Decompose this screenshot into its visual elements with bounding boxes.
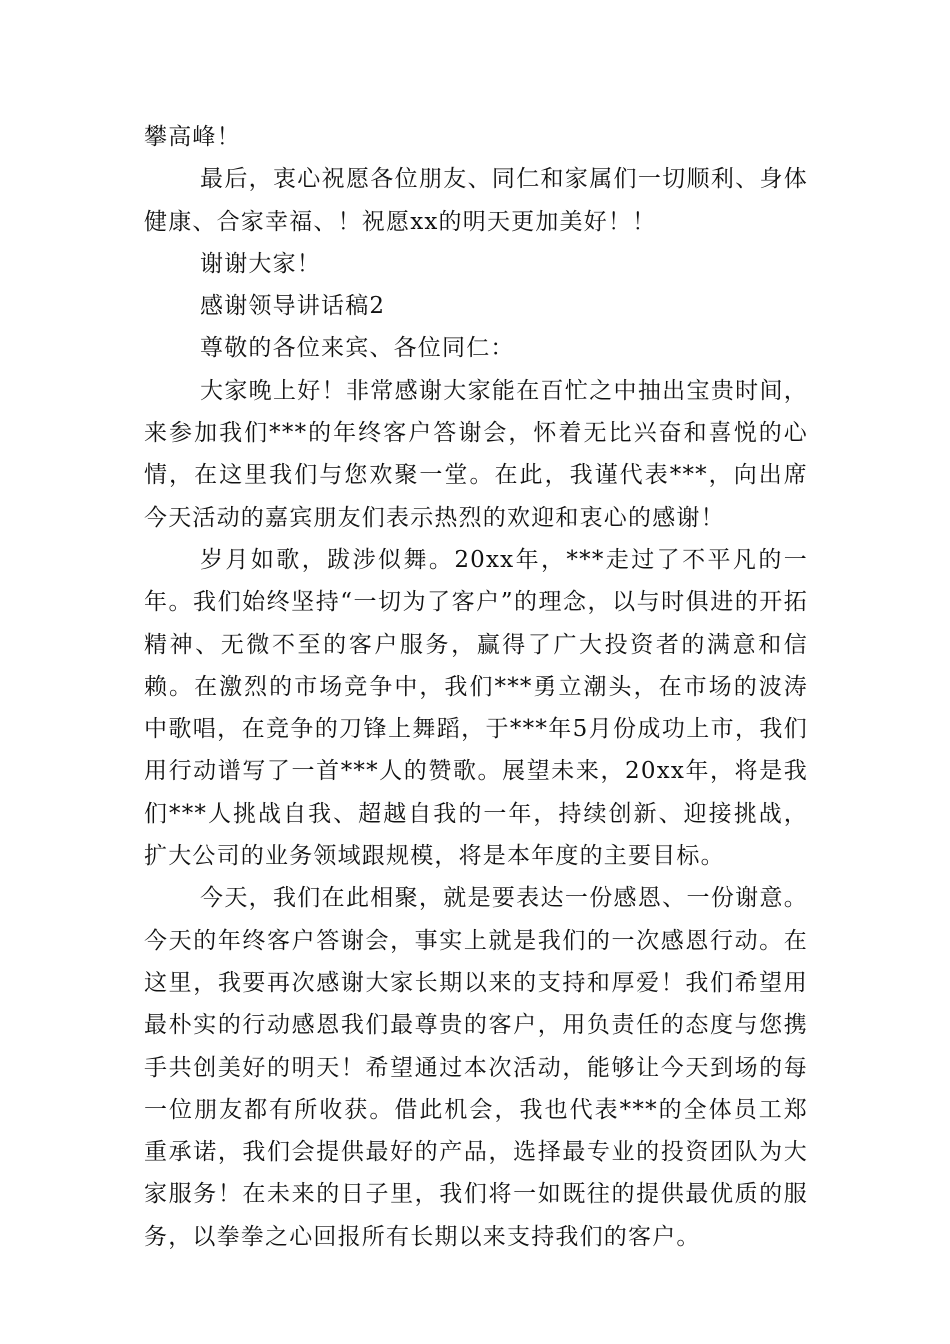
paragraph-greeting: 大家晚上好！非常感谢大家能在百忙之中抽出宝贵时间，来参加我们***的年终客户答谢会，怀着无比兴奋和喜悦的心情，在这里我们与您欢聚一堂。在此，我谨代表***，向出席今天活动的嘉宾朋友们表示热烈的欢迎和衷心的感谢！ (144, 377, 808, 531)
paragraph-salutation: 尊敬的各位来宾、各位同仁： (200, 335, 515, 362)
paragraph-year-review: 岁月如歌，跋涉似舞。20xx年，***走过了不平凡的一年。我们始终坚持“一切为了客户”的理念，以与时俱进的开拓精神、无微不至的客户服务，赢得了广大投资者的满意和信赖。在激烈的市场竞争中，我们***勇立潮头，在市场的波涛中歌唱，在竞争的刀锋上舞蹈，于***年5月份成功上市，我们用行动谱写了一首***人的赞歌。展望未来，20xx年，将是我们***人挑战自我、超越自我的一年，持续创新、迎接挑战，扩大公司的业务领域跟规模，将是本年度的主要目标。 (144, 546, 808, 870)
document-body (144, 116, 808, 1258)
paragraph-gratitude: 今天，我们在此相聚，就是要表达一份感恩、一份谢意。今天的年终客户答谢会，事实上就是我们的一次感恩行动。在这里，我要再次感谢大家长期以来的支持和厚爱！我们希望用最朴实的行动感恩我们最尊贵的客户，用负责任的态度与您携手共创美好的明天！希望通过本次活动，能够让今天到场的每一位朋友都有所收获。借此机会，我也代表***的全体员工郑重承诺，我们会提供最好的产品，选择最专业的投资团队为大家服务！在未来的日子里，我们将一如既往的提供最优质的服务，以拳拳之心回报所有长期以来支持我们的客户。 (144, 885, 808, 1250)
section-title: 感谢领导讲话稿2 (200, 293, 386, 320)
paragraph-thanks: 谢谢大家！ (200, 250, 321, 277)
paragraph-continuation: 攀高峰！ (144, 124, 241, 150)
paragraph-closing-wishes: 最后，衷心祝愿各位朋友、同仁和家属们一切顺利、身体健康、合家幸福、！祝愿xx的明天更加美好！！ (144, 166, 808, 235)
